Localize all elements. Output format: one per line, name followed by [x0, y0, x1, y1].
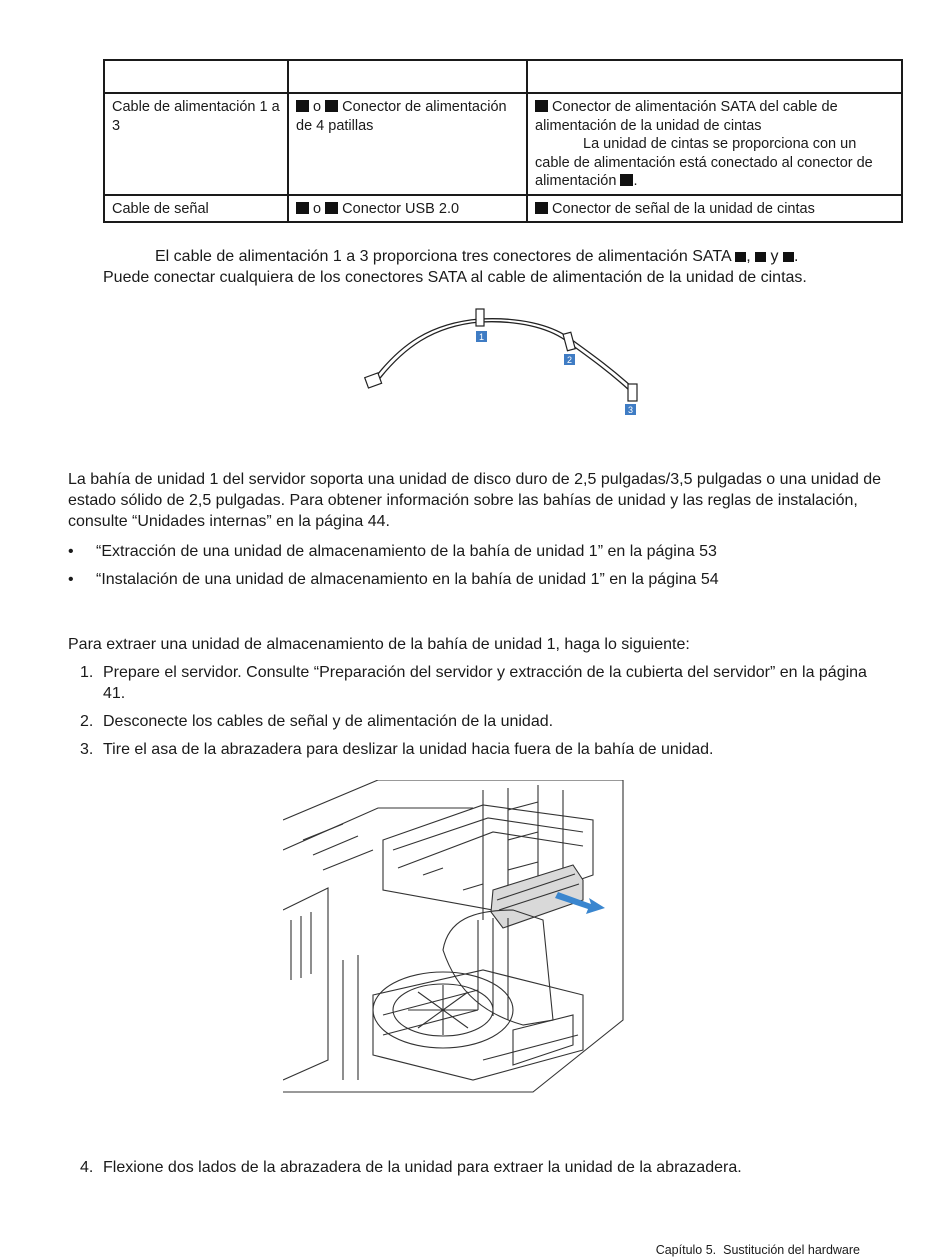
- callout-marker: [296, 202, 309, 214]
- step-number: 1.: [80, 664, 94, 681]
- cable-name-cell: [104, 195, 288, 223]
- svg-text:1: 1: [478, 332, 485, 342]
- step-number: 3.: [80, 741, 94, 758]
- callout-marker: [325, 100, 338, 112]
- note-sep: y: [770, 248, 779, 265]
- table-header-from: [288, 60, 527, 93]
- step-text: Flexione dos lados de la abrazadera de la unidad para extraer la unidad de la abrazadera.: [103, 1159, 742, 1176]
- target-note: La unidad de cintas se proporciona con un cable de alimentación está conectado al conector de alimentación: [535, 136, 873, 189]
- cable-label-3: [625, 404, 636, 415]
- svg-text:3: 3: [627, 405, 634, 415]
- target-cell: Conector de alimentación SATA del cable de alimentación de la unidad de cintas La unidad de cintas se proporciona con un cable de alimentación está conectado al conector de alimentación .: [527, 93, 902, 195]
- step-item: [80, 711, 890, 732]
- callout-marker: [755, 252, 766, 262]
- target-text: Conector de alimentación SATA del cable de alimentación de la unidad de cintas: [535, 99, 838, 134]
- step-item: [80, 739, 890, 760]
- cable-label-2: [564, 354, 575, 365]
- page-footer: [656, 1241, 860, 1260]
- list-item[interactable]: [68, 569, 888, 590]
- step-item: [80, 1157, 890, 1178]
- procedure-intro: Para extraer una unidad de almacenamiento de la bahía de unidad 1, haga lo siguiente:: [68, 636, 690, 653]
- bullet-icon: •: [68, 543, 74, 560]
- step-text: Prepare el servidor. Consulte “Preparación del servidor y extracción de la cubierta del servidor” en la página 41.: [103, 664, 867, 702]
- step-text: Desconecte los cables de señal y de alimentación de la unidad.: [103, 713, 554, 730]
- note-line-2: Puede conectar cualquiera de los conectores SATA al cable de alimentación de la unidad de cintas.: [103, 269, 807, 286]
- table-header-to: [527, 60, 902, 93]
- target-cell: [527, 195, 902, 223]
- link-installation[interactable]: “Instalación de una unidad de almacenamiento en la bahía de unidad 1” en la página 54: [96, 571, 719, 588]
- svg-text:2: 2: [566, 355, 573, 365]
- note-paragraph: [103, 246, 903, 288]
- note-end: .: [794, 248, 799, 265]
- callout-marker: [620, 174, 633, 186]
- callout-marker: [535, 202, 548, 214]
- connector-cell: [288, 195, 527, 223]
- table-row: [104, 93, 902, 195]
- table-row: [104, 195, 902, 223]
- cable-name-cell: [104, 93, 288, 195]
- callout-marker: [296, 100, 309, 112]
- table-header-row: [104, 60, 902, 93]
- bullet-icon: •: [68, 571, 74, 588]
- connector-separator: o: [313, 200, 322, 217]
- connector-text: Conector USB 2.0: [342, 200, 460, 217]
- cable-illustration: [360, 305, 650, 420]
- connector-text: Conector de alimentación de 4 patillas: [296, 99, 507, 134]
- footer-title: Sustitución del hardware: [723, 1243, 860, 1257]
- link-removal[interactable]: “Extracción de una unidad de almacenamiento de la bahía de unidad 1” en la página 53: [96, 543, 717, 560]
- cable-table: [103, 59, 903, 223]
- target-text: Conector de señal de la unidad de cintas: [552, 200, 815, 217]
- cable-label-1: [476, 331, 487, 342]
- step-item: [80, 662, 890, 704]
- drive-removal-illustration: [283, 780, 628, 1095]
- step-number: 2.: [80, 713, 94, 730]
- step-text: Tire el asa de la abrazadera para deslizar la unidad hacia fuera de la bahía de unidad.: [103, 741, 714, 758]
- step-number: 4.: [80, 1159, 94, 1176]
- footer-chapter: Capítulo 5.: [655, 1243, 717, 1257]
- callout-marker: [735, 252, 746, 262]
- callout-marker: [783, 252, 794, 262]
- note-sep: ,: [746, 248, 751, 265]
- cable-name: Cable de señal: [112, 200, 209, 217]
- intro-paragraph: La bahía de unidad 1 del servidor soporta una unidad de disco duro de 2,5 pulgadas/3,5 pulgadas o una unidad de estado sólido de 2,5 pulgadas. Para obtener información sobre las bahías de unidad y las reglas de instalación, consulte “Unidades internas” en la página 44.: [68, 471, 882, 530]
- cable-name: Cable de alimentación 1 a 3: [112, 99, 280, 134]
- note-line-1: El cable de alimentación 1 a 3 proporciona tres conectores de alimentación SATA: [155, 248, 731, 265]
- connector-cell: [288, 93, 527, 195]
- table-header-cable: [104, 60, 288, 93]
- callout-marker: [535, 100, 548, 112]
- callout-marker: [325, 202, 338, 214]
- connector-separator: o: [313, 99, 322, 115]
- list-item[interactable]: [68, 541, 888, 562]
